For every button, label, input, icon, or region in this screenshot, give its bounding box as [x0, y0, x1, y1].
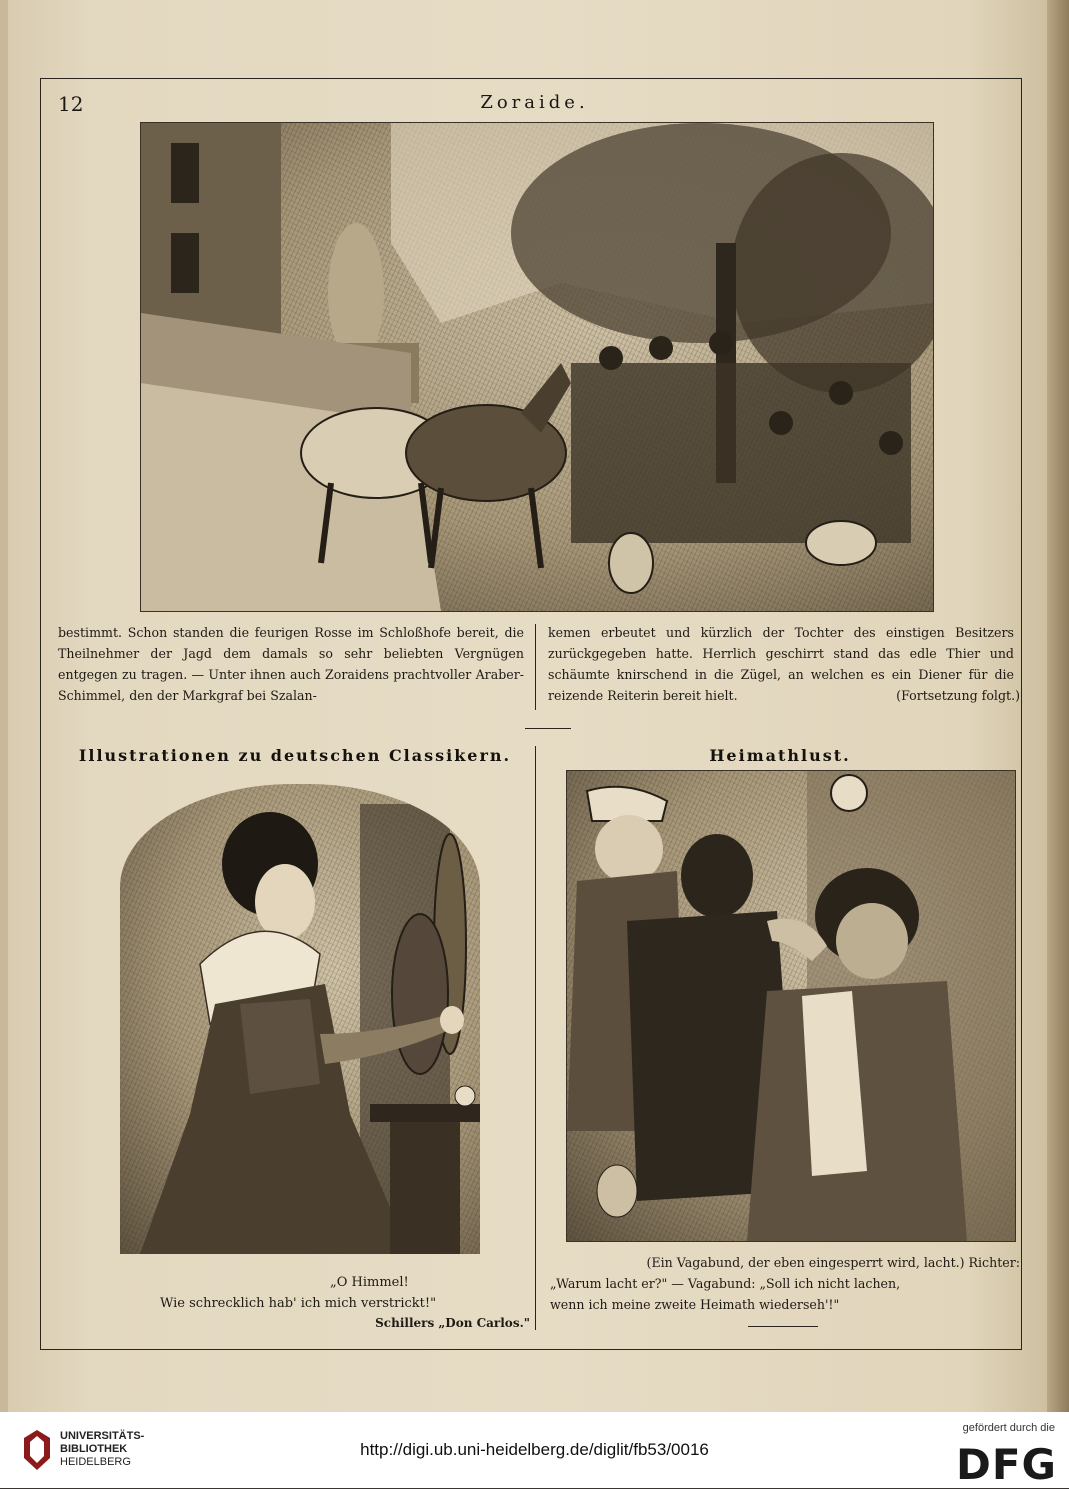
quote-line-2: Wie schrecklich hab' ich mich verstrickt!"	[160, 1296, 437, 1311]
footer-bar	[0, 1412, 1069, 1488]
adjacent-page-edge	[1047, 0, 1069, 1412]
classics-section-title: Illustrationen zu deutschen Classikern.	[78, 746, 512, 765]
story-left-column: bestimmt. Schon standen die feurigen Rosse im Schloßhofe bereit, die Theilnehmer der Jagd dem damals so sehr beliebten Vergnügen entgegen zu tragen. — Unter ihnen auch Zoraidens prachtvoller Araber-Schimmel, den der Markgraf bei Szalan-	[58, 625, 524, 703]
story-right-column: kemen erbeutet und kürzlich der Tochter des einstigen Besitzers zurückgegeben hatte. Herrlich geschirrt stand das edle Thier und schäumte knirschend in die Zügel, an welchen es ein Diener für die reizende Reiterin bereit hielt.	[548, 625, 1014, 703]
document-url[interactable]: http://digi.ub.uni-heidelberg.de/diglit/fb53/0016	[360, 1440, 709, 1459]
heimathlust-title: Heimathlust.	[709, 746, 851, 765]
running-title: Zoraide.	[480, 92, 589, 113]
column-divider-bottom	[535, 746, 536, 1330]
institution-name: UNIVERSITÄTS- BIBLIOTHEK HEIDELBERG	[60, 1430, 145, 1468]
heimathlust-caption-2: „Warum lacht er?" — Vagabund: „Soll ich nicht lachen,	[550, 1276, 901, 1291]
continued-note: (Fortsetzung folgt.)	[896, 688, 1020, 703]
quote-source: Schillers „Don Carlos."	[375, 1316, 530, 1330]
hunting-party-illustration	[140, 122, 934, 612]
vagabund-illustration	[566, 770, 1016, 1242]
heimathlust-caption-1: (Ein Vagabund, der eben eingesperrt wird, lacht.) Richter:	[646, 1255, 1020, 1270]
funding-text: gefördert durch die	[962, 1422, 1055, 1434]
princess-eboli-illustration	[120, 784, 480, 1254]
dfg-logo: DFG	[955, 1440, 1057, 1489]
quote-line-1: „O Himmel!	[330, 1275, 409, 1290]
page-number: 12	[58, 92, 84, 116]
end-rule	[748, 1326, 818, 1327]
section-separator	[525, 728, 571, 729]
heimathlust-caption-3: wenn ich meine zweite Heimath wiederseh'!"	[550, 1297, 840, 1312]
column-divider-top	[535, 624, 536, 710]
